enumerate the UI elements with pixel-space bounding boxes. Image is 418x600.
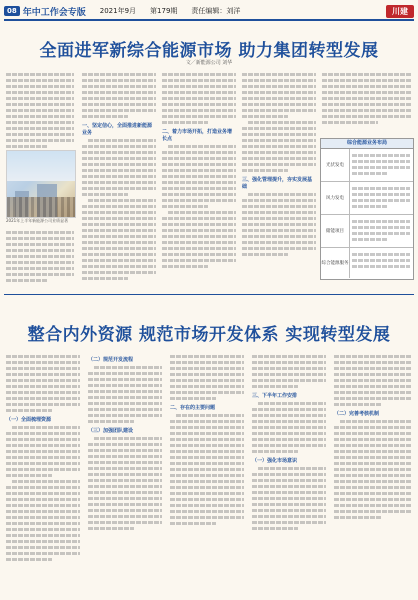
table-row-label: 风力发电 [321, 182, 350, 214]
article1-col1-top [6, 70, 74, 148]
article1-subhead-1: 一、坚定信心，全面推进新能源业务 [82, 123, 153, 136]
page-number: 08 [4, 6, 20, 16]
article1-col3 [162, 70, 236, 286]
article2-col5 [334, 352, 412, 596]
editor-credit: 责任编辑：刘洋 [191, 7, 241, 15]
issue-number: 第179期 [150, 7, 178, 15]
article1-col4 [242, 70, 316, 286]
newspaper-logo: 川建 [386, 5, 414, 18]
article1-title: 全面进军新综合能源市场 助力集团转型发展 [39, 41, 379, 61]
table-row [321, 215, 413, 248]
article1-byline: 文／新能源公司 刘华 [185, 60, 233, 66]
issue-date: 2021年9月 [99, 7, 137, 15]
article1-photo [6, 150, 76, 218]
table-title: 综合能源业务布局 [321, 139, 413, 149]
business-layout-table [320, 138, 414, 280]
article1-col5-top [322, 70, 412, 130]
article1-photo-caption: 2021年上半年新能源公司业绩显著 [6, 218, 69, 223]
article2-col1 [6, 352, 80, 596]
article1-col1-bottom [6, 228, 74, 286]
article2-col4 [252, 352, 326, 596]
article1-col2 [82, 70, 156, 286]
article2-title: 整合内外资源 规范市场开发体系 实现转型发展 [27, 325, 391, 345]
table-row [321, 149, 413, 182]
table-row-label: 综合能源服务 [321, 248, 350, 278]
article2-subhead-5: 三、下半年工作安排 [252, 393, 298, 399]
article2-subhead-6: （一）强化市场意识 [252, 458, 298, 464]
article2-subhead-1: （一）全面梳理资源 [6, 417, 52, 423]
table-row [321, 248, 413, 278]
article2-subhead-2: （二）规范开发流程 [88, 357, 134, 363]
article-divider [4, 294, 414, 295]
table-row-label: 储能项目 [321, 215, 350, 247]
section-name: 年中工作会专版 [22, 7, 86, 18]
table-row-label: 光伏发电 [321, 149, 350, 181]
article2-subhead-7: （二）完善考核机制 [334, 411, 380, 417]
table-row [321, 182, 413, 215]
article1-subhead-2: 二、着力市场开拓，打造业务增长点 [162, 129, 233, 142]
article2-subhead-4: 二、存在的主要问题 [170, 405, 216, 411]
article2-subhead-3: （三）加强团队建设 [88, 428, 134, 434]
article1-subhead-3: 三、强化管理提升，夯实发展基础 [242, 177, 313, 190]
page-header [4, 3, 414, 21]
article2-col2 [88, 352, 162, 596]
article2-col3 [170, 352, 244, 596]
